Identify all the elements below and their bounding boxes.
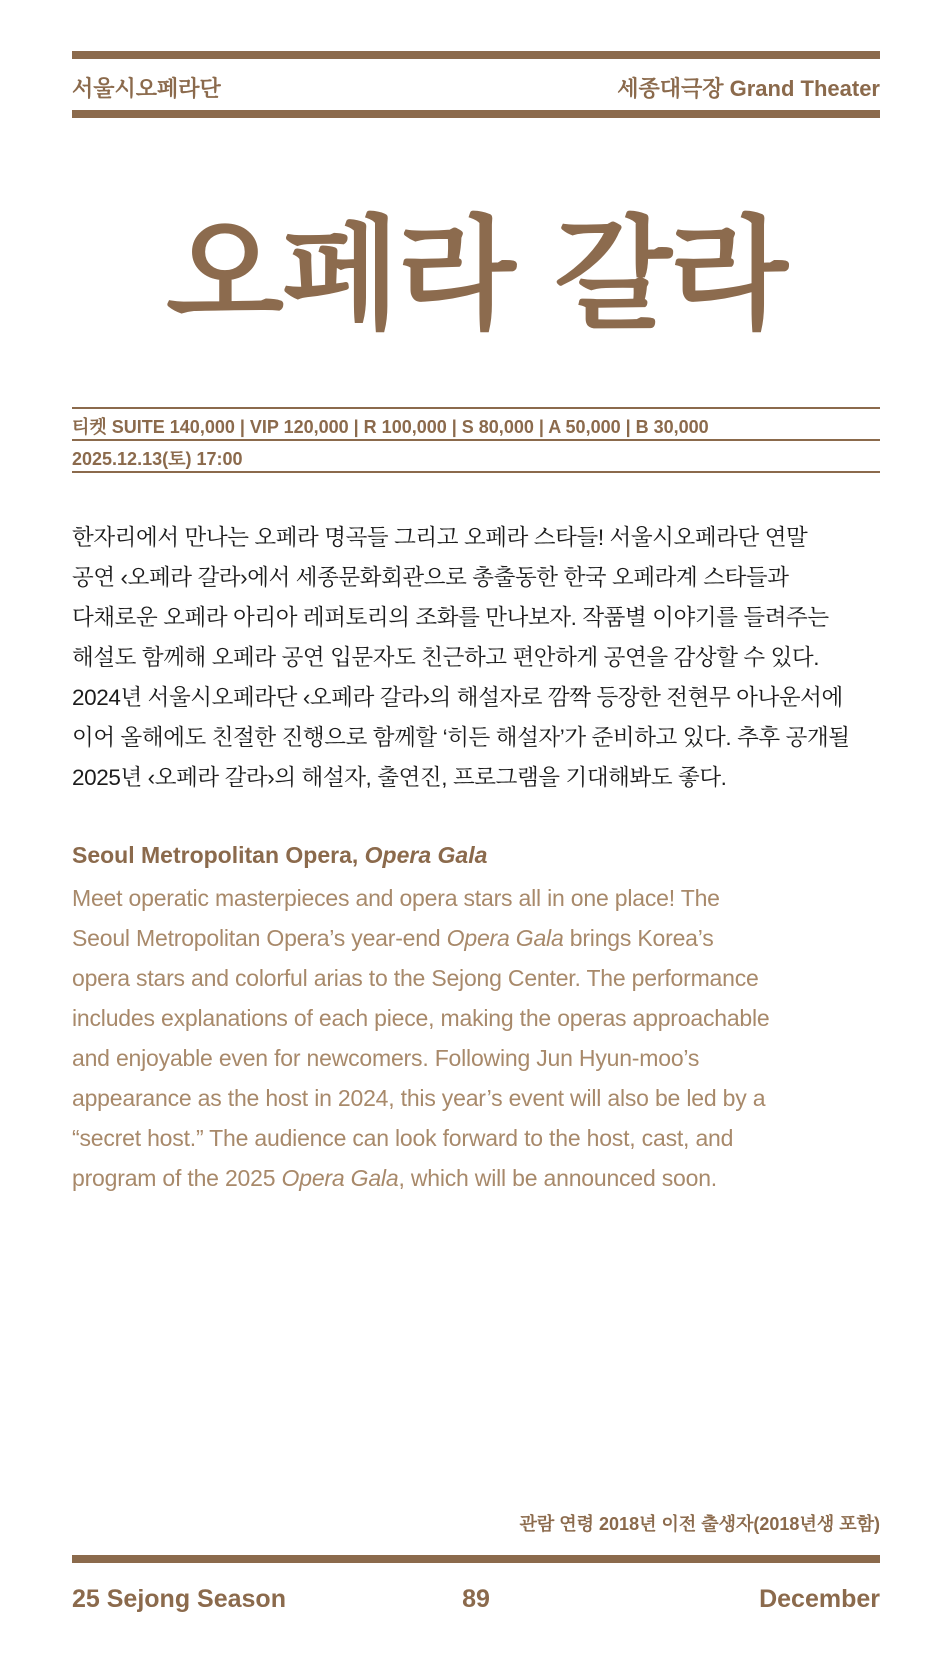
korean-description-line: 해설도 함께해 오페라 공연 입문자도 친근하고 편안하게 공연을 감상할 수 있다. <box>72 645 820 670</box>
english-description-line: Seoul Metropolitan Opera’s year-end Opera Gala brings Korea’s <box>72 925 714 951</box>
info-rule-middle <box>72 439 880 441</box>
english-description-line: includes explanations of each piece, making the operas approachable <box>72 1005 770 1031</box>
month-label: December <box>759 1585 880 1613</box>
korean-description-line: 2025년 ‹오페라 갈라›의 해설자, 출연진, 프로그램을 기대해봐도 좋다. <box>72 765 727 790</box>
english-heading: Seoul Metropolitan Opera, Opera Gala <box>72 842 488 868</box>
page-title: 오페라 갈라 <box>166 204 786 346</box>
english-description <box>72 878 880 1198</box>
korean-description-line: 한자리에서 만나는 오페라 명곡들 그리고 오페라 스타들! 서울시오페라단 연말 <box>72 525 808 550</box>
korean-description-line: 이어 올해에도 친절한 진행으로 함께할 ‘히든 해설자’가 준비하고 있다. 추후 공개될 <box>72 725 850 750</box>
age-restriction: 관람 연령 2018년 이전 출생자(2018년생 포함) <box>519 1514 880 1534</box>
korean-description-line: 다채로운 오페라 아리아 레퍼토리의 조화를 만나보자. 작품별 이야기를 들려주는 <box>72 605 829 630</box>
english-description-line: appearance as the host in 2024, this year’s event will also be led by a <box>72 1085 766 1111</box>
english-description-line: “secret host.” The audience can look forward to the host, cast, and <box>72 1125 734 1151</box>
ticket-prices: 티켓 SUITE 140,000 | VIP 120,000 | R 100,000 | S 80,000 | A 50,000 | B 30,000 <box>72 417 709 437</box>
info-rule-top <box>72 407 880 409</box>
page-number: 89 <box>462 1585 490 1613</box>
program-page <box>72 0 880 1679</box>
korean-description <box>72 518 880 798</box>
venue-name: 세종대극장 Grand Theater <box>617 76 880 101</box>
english-description-line: program of the 2025 Opera Gala, which will be announced soon. <box>72 1165 718 1191</box>
korean-description-line: 2024년 서울시오페라단 ‹오페라 갈라›의 해설자로 깜짝 등장한 전현무 아나운서에 <box>72 685 843 710</box>
english-description-line: Meet operatic masterpieces and opera stars all in one place! The <box>72 885 720 911</box>
performance-datetime: 2025.12.13(토) 17:00 <box>72 449 243 469</box>
footer-rule <box>72 1555 880 1563</box>
english-description-line: opera stars and colorful arias to the Sejong Center. The performance <box>72 965 759 991</box>
header-bottom-rule <box>72 110 880 118</box>
top-rule <box>72 51 880 59</box>
season-label: 25 Sejong Season <box>72 1585 286 1613</box>
korean-description-line: 공연 ‹오페라 갈라›에서 세종문화회관으로 총출동한 한국 오페라계 스타들과 <box>72 565 789 590</box>
info-rule-bottom <box>72 471 880 473</box>
english-description-line: and enjoyable even for newcomers. Following Jun Hyun-moo’s <box>72 1045 700 1071</box>
organization-name: 서울시오페라단 <box>72 76 221 101</box>
